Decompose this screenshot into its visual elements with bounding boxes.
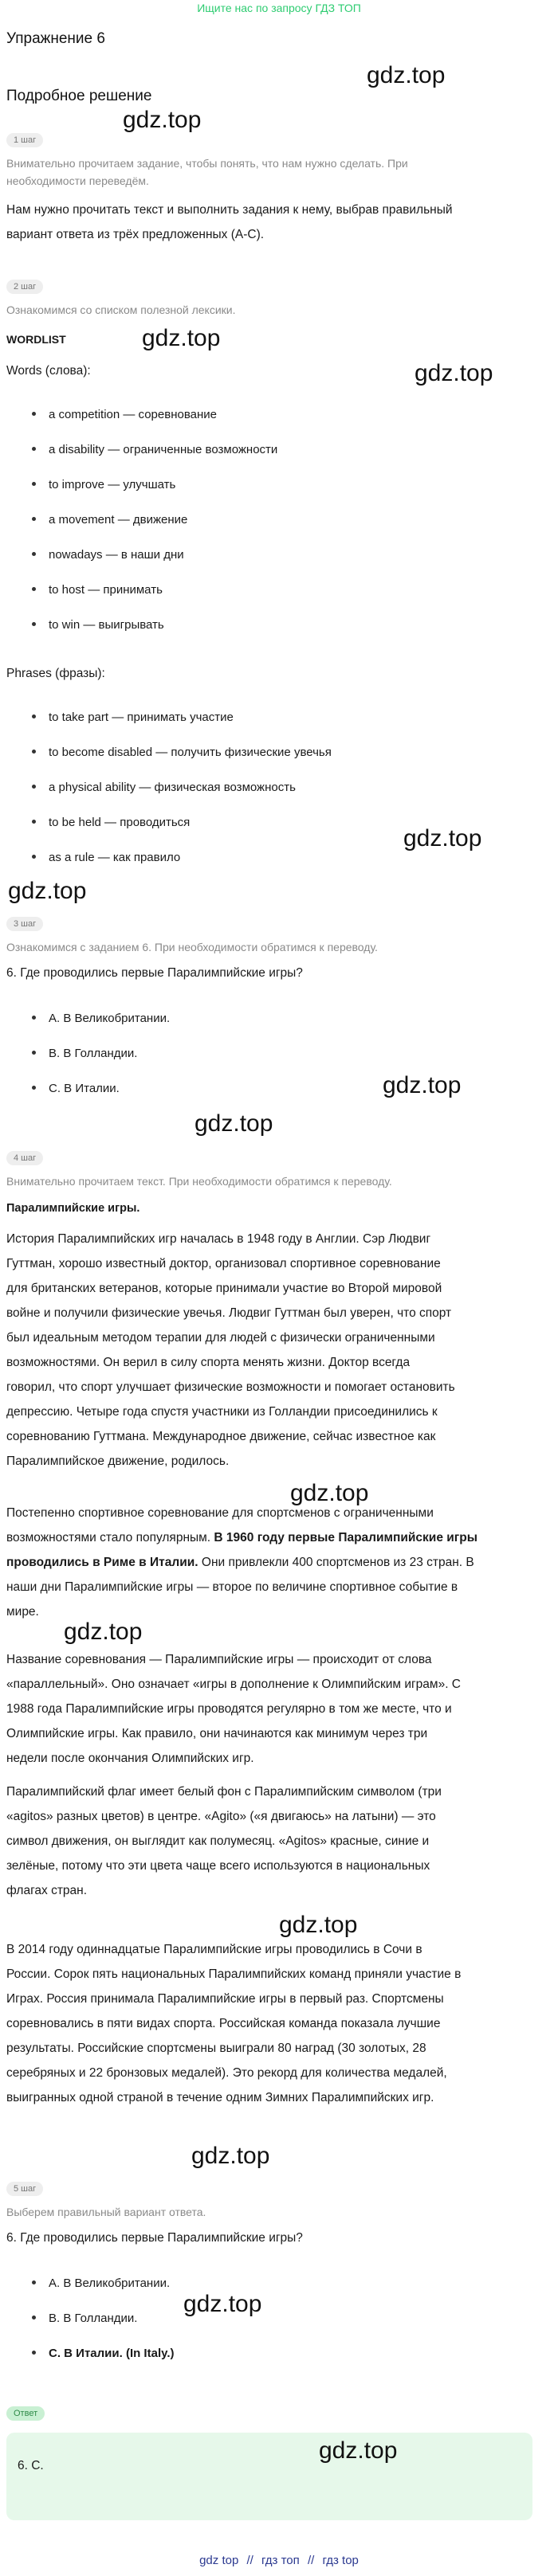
option: A. В Великобритании. xyxy=(32,2277,170,2290)
watermark: gdz.top xyxy=(8,878,87,904)
watermark: gdz.top xyxy=(191,2143,270,2169)
top-banner[interactable]: Ищите нас по запросу ГДЗ ТОП xyxy=(197,2,361,14)
paragraph: Название соревнования — Паралимпийские игры — происходит от слова «параллельный». Оно означает «игры в дополнение к Олимпийским играм». С 1988 года Паралимпийские игры проводятся регулярно в том же месте, что и Олимпийские игры. Как правило, они начинаются как минимум через три недели после окончания Олимпийских игр. xyxy=(6,1653,461,1765)
list-item: to host — принимать xyxy=(32,583,163,597)
watermark: gdz.top xyxy=(279,1912,358,1938)
option: B. В Голландии. xyxy=(32,2312,137,2325)
step-hint: Ознакомимся со списком полезной лексики. xyxy=(6,303,236,316)
watermark: gdz.top xyxy=(64,1619,143,1645)
list-item: to take part — принимать участие xyxy=(32,711,234,724)
step-badge: 4 шаг xyxy=(6,1151,43,1165)
watermark: gdz.top xyxy=(403,825,482,851)
list-item: a movement — движение xyxy=(32,513,187,527)
phrases-label: Phrases (фразы): xyxy=(6,667,105,680)
list-item: a disability — ограниченные возможности xyxy=(32,443,277,456)
step-hint: Внимательно прочитаем текст. При необходимости обратимся к переводу. xyxy=(6,1175,392,1188)
footer-link[interactable]: гдз top xyxy=(322,2554,359,2567)
footer-link[interactable]: гдз топ xyxy=(261,2554,300,2567)
page-title: Упражнение 6 xyxy=(6,30,105,47)
answer-badge: Ответ xyxy=(6,2406,45,2421)
watermark: gdz.top xyxy=(290,1480,369,1506)
watermark: gdz.top xyxy=(123,107,202,133)
question: 6. Где проводились первые Паралимпийские игры? xyxy=(6,2231,303,2245)
list-item: to improve — улучшать xyxy=(32,478,175,491)
option: C. В Италии. xyxy=(32,1082,120,1095)
paragraph: В 2014 году одиннадцатые Паралимпийские игры проводились в Сочи в России. Сорок пять национальных Паралимпийских команд приняли участие в Играх. Россия принимала Паралимпийские игры в первый раз. Спортсмены соревновались в пяти видах спорта. Российская команда показала лучшие результаты. Российские спортсмены выиграли 80 наград (30 золотых, 28 серебряных и 22 бронзовых медалей). Это рекорд для количества медалей, выигранных одной страной в течение одним Зимних Паралимпийских игр. xyxy=(6,1943,462,2104)
watermark: gdz.top xyxy=(319,2437,398,2464)
list-item: to win — выигрывать xyxy=(32,618,164,632)
answer-box xyxy=(6,2433,532,2520)
step-badge: 5 шаг xyxy=(6,2182,43,2196)
step-badge: 1 шаг xyxy=(6,133,43,147)
step-hint: Выберем правильный вариант ответа. xyxy=(6,2206,206,2218)
wordlist-label: WORDLIST xyxy=(6,333,66,346)
correct-option: C. В Италии. (In Italy.) xyxy=(32,2347,175,2360)
list-item: nowadays — в наши дни xyxy=(32,548,184,562)
footer-link[interactable]: gdz top xyxy=(199,2554,239,2567)
words-label: Words (слова): xyxy=(6,364,91,378)
paragraph: Постепенно спортивное соревнование для спортсменов с ограниченными возможностями стало популярным. В 1960 году первые Паралимпийские игры проводились в Риме в Италии. Они привлекли 400 спортсменов из 23 стран. В наши дни Паралимпийские игры — второе по величине спортивное событие в мире. xyxy=(6,1506,477,1619)
list-item: a physical ability — физическая возможность xyxy=(32,781,296,794)
answer-text: 6. C. xyxy=(18,2459,44,2472)
footer-links xyxy=(0,2554,558,2567)
list-item: to be held — проводиться xyxy=(32,816,190,829)
paragraph: Паралимпийский флаг имеет белый фон с Паралимпийским символом (три «agitos» разных цветов) в центре. «Agito» («я двигаюсь» на латыни) — это символ движения, он выглядит как полумесяц. «Agitos» красные, синие и зелёные, потому что эти цвета чаще всего используются в национальных флагах стран. xyxy=(6,1785,442,1897)
step-text: Нам нужно прочитать текст и выполнить задания к нему, выбрав правильный вариант ответа из трёх предложенных (A-C). xyxy=(6,203,453,241)
watermark: gdz.top xyxy=(367,62,446,88)
list-item: a competition — соревнование xyxy=(32,408,217,421)
watermark: gdz.top xyxy=(183,2291,262,2317)
option: B. В Голландии. xyxy=(32,1047,137,1060)
text-heading: Паралимпийские игры. xyxy=(6,1202,140,1215)
question: 6. Где проводились первые Паралимпийские игры? xyxy=(6,966,303,980)
paragraph: История Паралимпийских игр началась в 1948 году в Англии. Сэр Людвиг Гуттман, хорошо известный доктор, организовал спортивное соревнование для британских ветеранов, которые принимали участие во Второй мировой войне и получили физические увечья. Людвиг Гуттман был уверен, что спорт был идеальным методом терапии для людей с физически ограниченными возможностями. Он верил в силу спорта менять жизни. Доктор всегда говорил, что спорт улучшает физические возможности и помогает остановить депрессию. Четыре года спустя участники из Голландии присоединились к соревнованию Гуттмана. Международное движение, сейчас известное как Паралимпийское движение, родилось. xyxy=(6,1232,455,1468)
watermark: gdz.top xyxy=(142,325,221,351)
list-item: as a rule — как правило xyxy=(32,851,180,864)
step-badge: 2 шаг xyxy=(6,280,43,294)
step-hint: Ознакомимся с заданием 6. При необходимости обратимся к переводу. xyxy=(6,941,378,953)
footer-separator: // xyxy=(307,2554,315,2567)
watermark: gdz.top xyxy=(383,1072,462,1098)
option: A. В Великобритании. xyxy=(32,1012,170,1025)
step-badge: 3 шаг xyxy=(6,917,43,931)
list-item: to become disabled — получить физические увечья xyxy=(32,746,332,759)
section-heading: Подробное решение xyxy=(6,88,152,104)
step-hint: Внимательно прочитаем задание, чтобы понять, что нам нужно сделать. При необходимости переведём. xyxy=(6,157,408,187)
footer-separator: // xyxy=(246,2554,253,2567)
watermark: gdz.top xyxy=(195,1110,273,1137)
watermark: gdz.top xyxy=(415,360,493,386)
